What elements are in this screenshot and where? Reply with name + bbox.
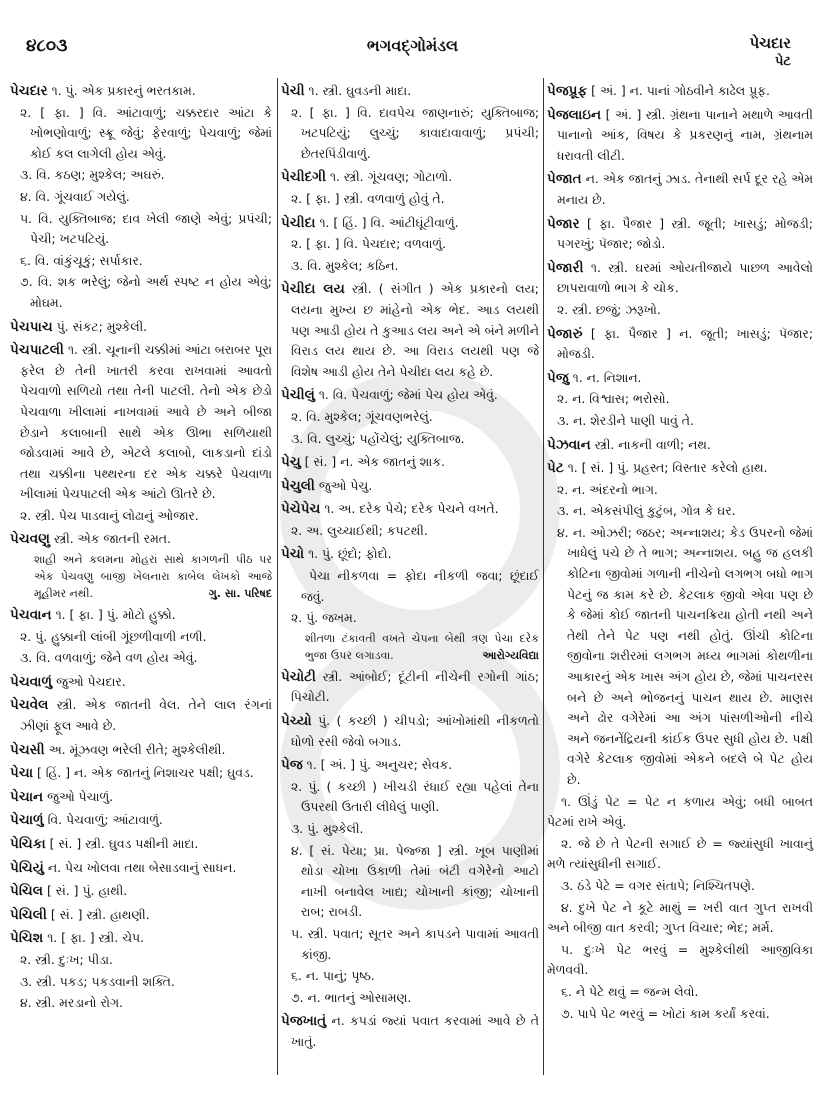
definition-text: જુઓ પેચુ. — [318, 477, 373, 493]
dictionary-entry — [281, 476, 539, 497]
dictionary-entry — [281, 167, 539, 188]
dictionary-entry — [281, 213, 539, 234]
dictionary-entry — [547, 324, 813, 365]
definition-text: અ. મૂંઝવણ ભરેલી રીતે; મુશ્કેલીથી. — [48, 741, 226, 757]
sense-line — [10, 506, 272, 527]
definition-text: ૩. વિ. વળવાળું; જેને વળ હોય એવું. — [20, 650, 198, 666]
sense-line — [281, 988, 539, 1009]
sense-line — [547, 389, 813, 410]
sense-line — [281, 521, 539, 542]
dictionary-entry — [10, 834, 272, 855]
headword: પેચવાન — [10, 607, 52, 624]
definition-text: ૩. ન. એકસંપીલું કુટુંબ, ગોત્ર કે ઘર. — [557, 503, 736, 519]
definition-text: ન. એક જાતનું ઝાડ. તેનાથી સર્પ દૂર રહે એમ મનાય છે. — [557, 171, 813, 207]
headword: પેચુ — [281, 454, 301, 471]
definition-text: ૨. વિ. મુશ્કેલ; ગૂંચવણભરેલું. — [291, 408, 433, 424]
headword: પેચાળું — [10, 812, 44, 829]
definition-text: ૪. [ સં. પેયા; પ્રા. પેજ્જા ] સ્ત્રી. ખૂબ પાણીમાં થોડા ચોખા ઉકાળી તેમાં બંટી વગેરેનો આટો નાખી બનાવેલ ખાદ્ય; ચોખાની કાંજી; ચોખાની રાબ; રાબડી. — [291, 842, 539, 920]
sense-line — [547, 480, 813, 501]
headword: પેજારી — [547, 259, 584, 276]
dictionary-entry — [547, 214, 813, 255]
dictionary-entry — [281, 544, 539, 565]
dictionary-entry — [281, 81, 539, 102]
headword: પેચિલી — [10, 906, 47, 923]
definition-text: ૨. અ. લુચ્ચાઈથી; કપટથી. — [291, 522, 428, 538]
definition-text: [ ફા. પૈજાર ] સ્ત્રી. જૂતી; ખાસડું; મોજડી; પગરખું; પૅજાર; જોડો. — [557, 215, 813, 252]
column-divider — [543, 78, 544, 1075]
dictionary-entry — [10, 858, 272, 879]
definition-text: ૧. વિ. પેચવાળું; જેમાં પેચ હોય એવું. — [318, 387, 498, 403]
definition-text: શાહી અને કલમના મોહરાં સાથે કાગળની પીઠ પર એક પેચવણુ બાજી ખેલનારા કાબેલ લેખકો આજે મૂહીમર નથી. — [34, 553, 272, 601]
headword: પેચવેલ — [10, 697, 49, 714]
dictionary-entry — [547, 105, 813, 167]
dictionary-entry — [281, 452, 539, 473]
book-title: ભગવદ્ગોમંડલ — [366, 36, 459, 55]
definition-text: ૧. સ્ત્રી. ઘરમાં ઓયતીજાયે પાછળ આવેલો છાપરાવાળો ભાગ કે ચોક. — [557, 259, 813, 296]
definition-text: ૧. સ્ત્રી. ઘુવડની માદા. — [308, 83, 412, 98]
definition-text: સ્ત્રી. નાકની વાળી; નથ. — [594, 436, 711, 452]
definition-text: ૨. [ ફા. ] વિ. આંટાવાળું; ચક્કરદાર આંટા કે ખોભણોવાળું; સ્ક્રૂ જેવું; ફેરવાળું; પેચવાળું; જેમાં કોઈ કલ લાગેલી હોય એવું. — [20, 104, 272, 161]
dictionary-entry — [281, 385, 539, 406]
headword: પેચિશ — [10, 930, 44, 947]
idiom-line — [547, 876, 813, 897]
definition-text: ૧. પું. છૂંદો; ફોદો. — [308, 546, 392, 562]
headword: પેચવણુ — [10, 531, 51, 548]
headword: પેટ — [547, 460, 564, 477]
definition-text: ૩. ઠંડે પેટે = વગર સંતાપે; નિશ્ચિતપણે. — [561, 877, 755, 893]
page-number: ૪૮૦૩ — [26, 36, 68, 56]
dictionary-entry — [281, 711, 539, 752]
headword: પેચદાર — [10, 83, 48, 99]
dictionary-entry — [10, 672, 272, 693]
sense-line — [281, 841, 539, 923]
guide-word-first: પેચદાર — [749, 34, 791, 52]
sense-line — [10, 251, 272, 272]
headword: પેચપાટલી — [10, 342, 64, 359]
headword: પેઝવાન — [547, 436, 591, 453]
definition-text: ૬. ન. પાનું; પૃષ્ઠ. — [291, 968, 375, 984]
definition-text: ન. કપડાં જ્યાં પવાત કરવામાં આવે છે તે ખાતું. — [291, 1013, 539, 1049]
definition-text: જુઓ પેચાળું. — [47, 788, 114, 804]
sense-line — [281, 566, 539, 607]
definition-text: ૩. ન. શેરડીને પાણી પાવું તે. — [557, 412, 694, 428]
dictionary-entry — [547, 169, 813, 210]
definition-text: વિ. પેચવાળું; આંટાવાળું. — [47, 812, 163, 828]
sense-line — [10, 103, 272, 165]
dictionary-entry — [10, 605, 272, 626]
sense-line — [10, 627, 272, 648]
dictionary-entry — [10, 905, 272, 926]
headword: પેચિલ — [10, 883, 44, 900]
dictionary-entry — [281, 499, 539, 520]
definition-text: ૭. વિ. શક ભરેલું; જેનો અર્થ સ્પષ્ટ ન હોય એવું; મોઘમ. — [20, 274, 272, 310]
definition-text: ૩. વિ. મુશ્કેલ; કઠિન. — [291, 257, 399, 273]
headword: પેચપાચ — [10, 318, 53, 335]
definition-text: ૧. [ અં. ] પું. અનુચર; સેવક. — [306, 757, 453, 773]
definition-text: ૧. ઊંડું પેટ = પેટ ન કળાય એવું; બધી બાબત પેટમાં રાખે એવું. — [547, 793, 813, 830]
definition-text: [ હિં. ] ન. એક જાતનું નિશાચર પક્ષી; ઘુવડ. — [36, 765, 254, 781]
definition-text: સ્ત્રી. એક જાતની રમત. — [53, 531, 171, 547]
definition-text: ૫. વિ. યુક્તિબાજ; દાવ ખેલી જાણે એવું; પ્રપંચી; પેચી; ખટપટિયું. — [20, 210, 272, 247]
definition-text: પેચા નીકળવા = ફોદા નીકળી જવા; છૂંદાઈ જવું. — [301, 568, 539, 604]
idiom-line — [547, 834, 813, 875]
headword: પેચીદા લય — [281, 281, 345, 298]
sense-line — [10, 972, 272, 993]
definition-text: [ સં. ] પું. હાથી. — [47, 883, 128, 899]
sense-line — [10, 209, 272, 250]
headword: પેચિકા — [10, 836, 46, 852]
definition-text: ૫. દુઃખે પેટ ભરવું = મુશ્કેલીથી આજીવિકા મેળવવી. — [547, 941, 813, 978]
definition-text: ૭. ન. ભાતનું ઓસામણ. — [291, 989, 412, 1005]
definition-text: ૨. [ ફા. ] વિ. દાવપેચ જાણનારું; યુક્તિબાજ; ખટપટિયું; લુચ્ચું; કાવાદાવાવાળું; પ્રપંચી; છેતરપિંડીવાળું. — [291, 104, 539, 161]
dictionary-entry — [10, 763, 272, 784]
headword: પેજપ્રૂફ — [547, 83, 588, 99]
headword: પેચવાળું — [10, 673, 53, 690]
column-right — [547, 78, 813, 1025]
definition-text: ૪. વિ. ગૂંચવાઈ ગયેલું. — [20, 188, 130, 204]
headword: પેજુ — [547, 369, 569, 386]
column-middle — [281, 78, 539, 1054]
definition-text: ૨. ન. અંદરનો ભાગ. — [557, 481, 658, 497]
idiom-line — [547, 982, 813, 1003]
sense-line — [281, 429, 539, 450]
dictionary-entry — [281, 279, 539, 382]
column-left — [10, 78, 272, 1015]
definition-text: ૨. પું. ( કચ્છી ) ખીચડી રંધાઈ રહ્યા પહેલાં તેના ઉપરથી ઉતારી લીધેલું પાણી. — [291, 778, 539, 815]
definition-text: પું. ( કચ્છી ) ચીપડો; આંખોમાંથી નીકળતો ધોળો રસી જેવો બગાડ. — [291, 713, 539, 749]
definition-text: [ ફા. પૈજાર ] ન. જૂતી; ખાસડું; પૅજાર; મોજડી. — [557, 325, 813, 362]
definition-text: ૨. સ્ત્રી. દુઃખ; પીડા. — [20, 951, 113, 967]
headword: પેચેપેચ — [281, 501, 321, 518]
dictionary-entry — [10, 740, 272, 761]
headword: પેજારું — [547, 325, 583, 342]
dictionary-entry — [547, 81, 813, 102]
dictionary-entry — [547, 458, 813, 479]
definition-text: ૨. [ ફા. ] સ્ત્રી. વળવાળું હોવું તે. — [291, 190, 445, 206]
headword: પેચા — [10, 765, 34, 782]
definition-text: ૬. ને પેટે થવું = જન્મ લેવો. — [561, 983, 699, 999]
dictionary-entry — [281, 755, 539, 776]
quote-source: આરોગ્યવિદ્યા — [482, 648, 539, 662]
sense-line — [281, 924, 539, 965]
dictionary-entry — [281, 667, 539, 708]
definition-text: ૨. [ ફા. ] વિ. પેચદાર; વળવાળું. — [291, 236, 447, 252]
sense-line — [10, 165, 272, 186]
sense-line — [281, 256, 539, 277]
definition-text: ૧. સ્ત્રી. ગૂંચવણ; ગોટાળો. — [329, 169, 453, 185]
definition-text: ૪. દુખે પેટ ને કૂટે માથું = ખરી વાત ગુપ્ત રાખવી અને બીજી વાત કરવી; ગુપ્ત વિચાર; ભેદ; મર્મ. — [547, 899, 813, 936]
definition-text: ૨. ન. વિશ્વાસ; ભરોસો. — [557, 391, 670, 407]
dictionary-entry — [547, 258, 813, 299]
definition-text: ૧. [ સં. ] પું. પ્રહસ્ત; વિસ્તાર કરેલો હાથ. — [567, 460, 768, 476]
sense-line — [10, 272, 272, 313]
definition-text: ૪. સ્ત્રી. મરડાનો રોગ. — [20, 995, 123, 1011]
headword: પેજખાતું — [281, 1013, 327, 1030]
definition-text: ૧. [ ફા. ] પું. મોટો હુક્કો. — [55, 607, 176, 623]
usage-quote — [281, 630, 539, 664]
dictionary-entry — [281, 1011, 539, 1052]
definition-text: ૩. વિ. કઠણ; મુશ્કેલ; અઘરું. — [20, 167, 165, 183]
sense-line — [10, 187, 272, 208]
dictionary-entry — [10, 317, 272, 338]
dictionary-entry — [10, 928, 272, 949]
sense-line — [281, 189, 539, 210]
definition-text: ૩. પું. મુશ્કેલી. — [291, 821, 364, 836]
definition-text: ૬. વિ. વાંકુંચૂકું; સર્પાકાર. — [20, 252, 143, 268]
definition-text: ૧. [ ફા. ] સ્ત્રી. ચેપ. — [47, 930, 144, 946]
definition-text: ૪. ન. ઓઝરી; જઠર; અન્નાશય; કેડ ઉપરનો જેમાં ખાધેલું પચે છે તે ભાગ; અન્નાશય. બહુ જ હલકી કોટિના જીવોમાં ગળાની નીચેનો લગભગ બધો ભાગ પેટનું જ કામ કરે છે. કેટલાક જીવો એવા પણ છે કે જેમાં કોઈ જાતની પાચનક્રિયા હોતી નથી અને તેથી તેને પેટ પણ નથી હોતું. ઊંચી કોટિના જીવોના શરીરમાં લગભગ મધ્ય ભાગમાં કોથળીના આકારનું એક ખાસ અંગ હોય છે, જેમાં પાચનરસ બને છે અને ભોજનનું પાચન થાય છે. માણસ અને ઢોર વગેરેમાં આ અંગ પાંસળીઓની નીચે અને જનનેંદ્રિયની કાંઈક ઉપર સુધી હોય છે. પક્ષી વગેરે કેટલાક જીવોમાં એકને બદલે બે પેટ હોય છે. — [557, 524, 813, 787]
definition-text: સ્ત્રી. ( સંગીત ) એક પ્રકારનો લય; લયના મુખ્ય છ માંહેનો એક ભેદ. આડ લયથી પણ આડી હોય તે કુઆડ લય અને એ બંને મળીને વિરાડ લય થાય છે. આ વિરાડ લયથી પણ જે વિશેષ આડી હોય તેને પેચીદા લય કહે છે. — [291, 281, 539, 379]
definition-text: ૧. ન. નિશાન. — [572, 369, 642, 385]
sense-line — [10, 993, 272, 1014]
headword: પેચસી — [10, 741, 45, 758]
headword: પેચ્યો — [281, 713, 312, 730]
dictionary-entry — [10, 787, 272, 808]
headword: પેચી — [281, 83, 305, 99]
sense-line — [281, 819, 539, 840]
column-divider — [277, 78, 278, 1075]
headword: પેચાન — [10, 788, 44, 805]
headword: પેજલાઇન — [547, 106, 602, 123]
definition-text: ન. પેચ ખોલવા તથા બેસાડવાનું સાધન. — [47, 859, 237, 875]
idiom-line — [547, 1004, 813, 1025]
sense-line — [281, 608, 539, 629]
headword: પેજ — [281, 757, 303, 774]
definition-text: [ અં. ] ન. પાનાં ગોઠવીને કાઢેલ પ્રૂફ. — [591, 83, 770, 98]
headword: પેચિયું — [10, 859, 44, 876]
dictionary-entry — [10, 81, 272, 102]
definition-text: ૨. પું. હુક્કાની લાંબી ગૂંછળીવાળી નળી. — [20, 628, 207, 644]
usage-quote — [10, 551, 272, 602]
sense-line — [281, 234, 539, 255]
definition-text: [ સં. ] સ્ત્રી. હાથણી. — [50, 906, 150, 922]
definition-text: પું. સંકટ; મુશ્કેલી. — [56, 318, 148, 334]
dictionary-entry — [10, 529, 272, 550]
headword: પેજાર — [547, 215, 580, 232]
quote-source: ગુ. સા. પરિષદ — [208, 587, 272, 601]
headword: પેચીદા — [281, 214, 316, 231]
headword: પેચીલું — [281, 387, 315, 404]
definition-text: [ અં. ] સ્ત્રી. ગ્રંથના પાનાને મથાળે આવતી પાનાનો આંક, વિષય કે પ્રકરણનું નામ, ગ્રંથનામ ધરાવતી લીટી. — [557, 106, 813, 163]
sense-line — [281, 966, 539, 987]
definition-text: [ સં. ] સ્ત્રી. ઘુવડ પક્ષીની માદા. — [49, 836, 199, 851]
idiom-line — [547, 898, 813, 939]
headword: પેચોટી — [281, 668, 316, 685]
sense-line — [10, 648, 272, 669]
definition-text: ૧. પું. એક પ્રકારનું ભરતકામ. — [51, 83, 196, 98]
dictionary-entry — [10, 810, 272, 831]
sense-line — [281, 407, 539, 428]
sense-line — [281, 777, 539, 818]
sense-line — [10, 950, 272, 971]
definition-text: ૨. સ્ત્રી. પેચ પાડવાનું લોઢાનું ઓજાર. — [20, 507, 199, 523]
definition-text: સ્ત્રી. એક જાતની વેલ. તેને લાલ રંગનાં ઝીણાં ફૂલ આવે છે. — [20, 697, 272, 734]
idiom-line — [547, 792, 813, 833]
sense-line — [547, 300, 813, 321]
headword: પેચીદગી — [281, 169, 326, 186]
definition-text: ૧. [ હિં. ] વિ. આંટીઘૂંટીવાળું. — [319, 214, 459, 230]
dictionary-entry — [547, 368, 813, 389]
definition-text: ૫. સ્ત્રી. પવાત; સૂતર અને કાપડને પાવામાં આવતી કાંજી. — [291, 925, 539, 962]
sense-line — [547, 501, 813, 522]
headword: પેજાત — [547, 171, 582, 188]
sense-line — [547, 523, 813, 791]
dictionary-entry — [10, 881, 272, 902]
headword: પેચો — [281, 546, 305, 563]
sense-line — [547, 411, 813, 432]
definition-text: ૧. સ્ત્રી. ચૂનાની ચક્કીમાં આંટા બરાબર પૂરા ફરેલ છે તેની ખાતરી કરવા રાખવામાં આવતો પેચવાળો સળિયો તથા તેની પાટલી. તેનો એક છેડો પેચવાળા ખીલામાં નાખવામાં આવે છે અને બીજા છેડાને કલાબાની સાથે એક ઊભા સળિયાથી જોડવામાં આવે છે, એટલે કલાબો, લાકડાનો દાંડો તથા ચક્કીના પથ્થરના દર એક ચક્કરે પેચવાળા ખીલામાં પેચપાટલી એક આંટો ઊતરે છે. — [20, 342, 272, 502]
definition-text: ૨. જે છે તે પેટની સગાઈ છે = જ્યાંસુધી ખાવાનું મળે ત્યાંસુધીની સગાઈ. — [547, 835, 813, 872]
sense-line — [281, 103, 539, 165]
dictionary-entry — [10, 695, 272, 736]
definition-text: સ્ત્રી. આંબોઈ; દૂંટીની નીચેની રગોની ગાંઠ; પિચોટી. — [291, 668, 539, 705]
definition-text: ૨. પું. જખમ. — [291, 610, 357, 626]
dictionary-entry — [10, 340, 272, 505]
definition-text: ૩. વિ. લુચ્ચું; પહોંચેલું; યુક્તિબાજ. — [291, 430, 465, 446]
dictionary-entry — [547, 435, 813, 456]
idiom-line — [547, 940, 813, 981]
definition-text: ૭. પાપે પેટ ભરવું = ખોટાં કામ કર્યાં કરવાં. — [561, 1005, 770, 1021]
definition-text: ૨. સ્ત્રી. છજું; ઝરૂખો. — [557, 301, 661, 317]
definition-text: [ સં. ] ન. એક જાતનું શાક. — [304, 454, 445, 470]
definition-text: ૧. અ. દરેક પેચે; દરેક પેચને વખતે. — [324, 501, 499, 517]
definition-text: ૩. સ્ત્રી. પકડ; પકડવાની શક્તિ. — [20, 973, 175, 989]
headword: પેચુલી — [281, 477, 315, 494]
definition-text: શીતળા ટંકાવતી વખતે ચેપના બેથી ત્રણ પેચા દરેક ભુજા ઉપર લગાડવા. — [305, 631, 539, 662]
definition-text: જુઓ પેચદાર. — [56, 673, 126, 689]
guide-word-last: પેટ — [774, 54, 791, 69]
